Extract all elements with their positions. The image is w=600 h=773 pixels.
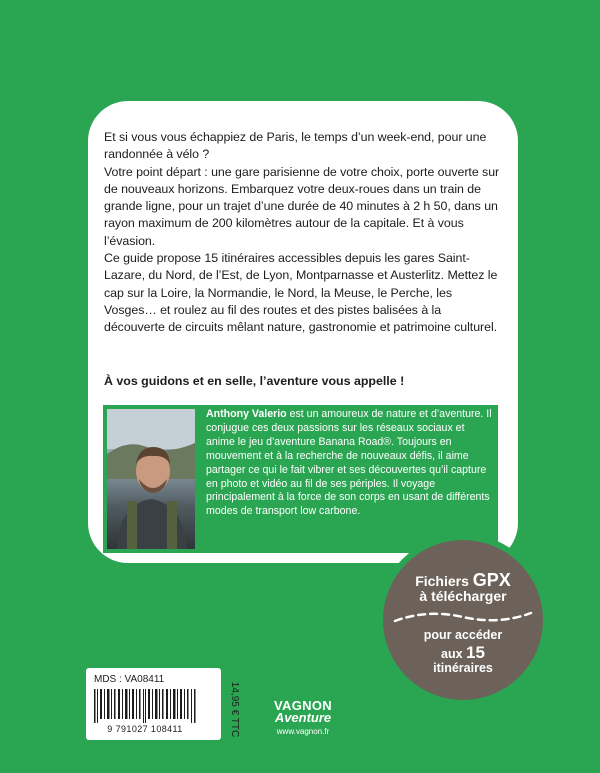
- gpx-count: 15: [466, 643, 485, 662]
- barcode-box: [86, 668, 241, 740]
- gpx-download-text: à télécharger: [419, 588, 507, 604]
- publisher-logo: [268, 698, 338, 736]
- guide-paragraph: Ce guide propose 15 itinéraires accessibles depuis les gares Saint-Lazare, du Nord, de l’Est, de Lyon, Montparnasse et Austerlitz. Mettez le cap sur la Loire, la Normandie, le Nord, la Meuse, le Perche, les Vosges… et roulez au fil des routes et des pistes balisées à la découverte de circuits mêlant nature, gastronomie et patrimoine culturel.: [104, 251, 498, 335]
- departure-paragraph: Votre point départ : une gare parisienne de votre choix, porte ouverte sur de nouveaux horizons. Embarquez votre deux-roues dans un train de grande ligne, pour un trajet d’une durée de 40 minutes à 2 h 50, dans un rayon maximum de 200 kilomètres autour de la capitale. Et à vous l’évasion.: [104, 164, 500, 248]
- ean-number: 9 791027 108411: [107, 724, 183, 734]
- gpx-access-text: pour accéder: [423, 628, 503, 642]
- author-bio-text: est un amoureux de nature et d’aventure. Il conjugue ces deux passions sur les réseaux sociaux et anime le jeu d’aventure Banana Road®. Toujours en mouvement et à la recherche de nouveaux défis, il aime partager ce qui le fait vibrer et ses découvertes qu’il capture en photo et vidéo au fil de ses périples. Il voyage principalement à la force de son corps en usant de différents modes de transport low carbone.: [206, 408, 492, 518]
- publisher-url: www.vagnon.fr: [276, 727, 330, 736]
- price: 14,95 € TTC: [229, 681, 241, 738]
- gpx-itineraries-text: itinéraires: [433, 661, 493, 675]
- mds-code: MDS : VA08411: [94, 674, 165, 685]
- publisher-collection: Aventure: [274, 710, 332, 725]
- publisher-name: VAGNON: [274, 698, 332, 713]
- author-portrait-icon: [107, 409, 195, 549]
- author-bio: [206, 408, 496, 519]
- author-name: Anthony Valerio: [206, 408, 287, 420]
- author-photo: [107, 409, 195, 549]
- description-text: [104, 129, 504, 337]
- author-box: [103, 405, 498, 553]
- gpx-line1-prefix: Fichiers: [415, 573, 473, 589]
- gpx-line4-prefix: aux: [441, 647, 467, 661]
- dashed-route-icon: [391, 607, 535, 627]
- barcode-icon: [94, 689, 196, 723]
- intro-paragraph: Et si vous vous échappiez de Paris, le temps d’un week-end, pour une randonnée à vélo ?: [104, 130, 487, 162]
- gpx-download-badge: [383, 540, 543, 700]
- tagline: À vos guidons et en selle, l’aventure vous appelle !: [104, 374, 405, 388]
- gpx-label: GPX: [472, 570, 511, 590]
